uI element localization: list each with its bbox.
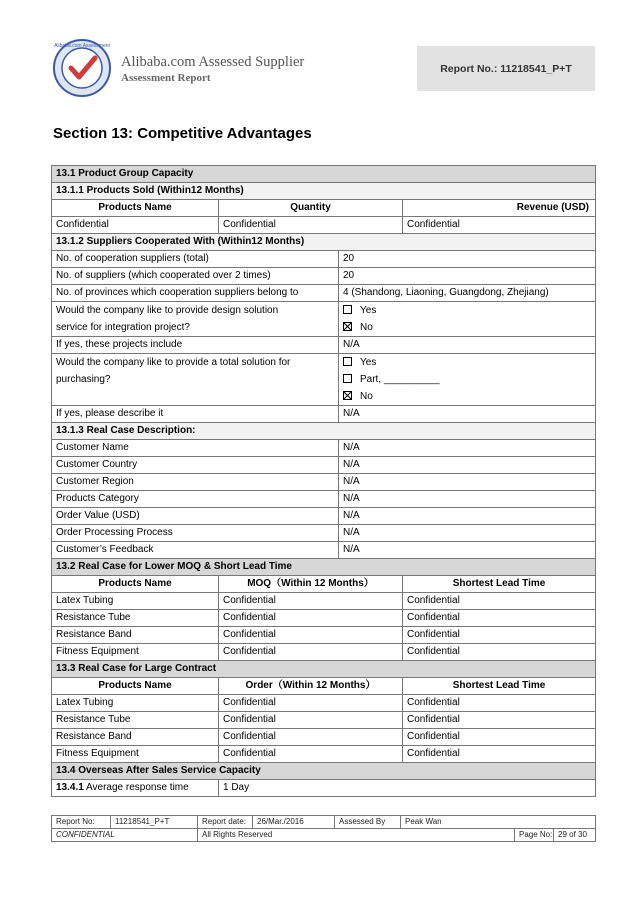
coop-suppliers-total-row: No. of cooperation suppliers (total) 20 xyxy=(52,251,596,268)
total-part-checkbox[interactable] xyxy=(343,374,352,383)
total-no-checkbox[interactable] xyxy=(343,391,352,400)
competitive-advantages-table xyxy=(51,165,596,797)
header-title: Alibaba.com Assessed Supplier xyxy=(121,54,305,70)
design-yes-checkbox[interactable] xyxy=(343,305,352,314)
report-number: Report No.: 11218541_P+T xyxy=(440,62,572,75)
footer-row-2: CONFIDENTIAL All Rights Reserved Page No: 29 of 30 xyxy=(52,829,596,842)
page-footer xyxy=(51,815,596,842)
section-row-13-3: 13.3 Real Case for Large Contract xyxy=(52,661,596,678)
section-title: Section 13: Competitive Advantages xyxy=(53,125,312,142)
real-case-row: Order Value (USD) N/A xyxy=(52,508,596,525)
real-case-row: Customer Country N/A xyxy=(52,457,596,474)
design-no-checkbox[interactable] xyxy=(343,322,352,331)
subsection-row-13-1-2: 13.1.2 Suppliers Cooperated With (Within12 Months) xyxy=(52,234,596,251)
large-contract-row: Resistance Band Confidential Confidential xyxy=(52,729,596,746)
projects-include-row: If yes, these projects include N/A xyxy=(52,337,596,354)
total-solution-row: Would the company like to provide a total solution for purchasing? Yes Part, __________ No xyxy=(52,354,596,406)
coop-suppliers-over2-row: No. of suppliers (which cooperated over 2 times) 20 xyxy=(52,268,596,285)
large-contract-row: Resistance Tube Confidential Confidential xyxy=(52,712,596,729)
real-case-row: Customer’s Feedback N/A xyxy=(52,542,596,559)
assessment-seal-logo xyxy=(52,38,112,98)
moq-row: Fitness Equipment Confidential Confidential xyxy=(52,644,596,661)
real-case-row: Products Category N/A xyxy=(52,491,596,508)
response-time-row: 13.4.1 Average response time 1 Day xyxy=(52,780,596,797)
svg-text:Alibaba.com Assessment: Alibaba.com Assessment xyxy=(54,43,110,49)
design-solution-row: Would the company like to provide design solution service for integration project? Yes No xyxy=(52,302,596,337)
products-sold-header-row: Products Name Quantity Revenue (USD) xyxy=(52,200,596,217)
header-subtitle: Assessment Report xyxy=(121,72,211,84)
moq-row: Resistance Tube Confidential Confidential xyxy=(52,610,596,627)
total-yes-checkbox[interactable] xyxy=(343,357,352,366)
real-case-row: Customer Region N/A xyxy=(52,474,596,491)
section-row-13-2: 13.2 Real Case for Lower MOQ & Short Lead Time xyxy=(52,559,596,576)
large-contract-row: Fitness Equipment Confidential Confidential xyxy=(52,746,596,763)
real-case-row: Order Processing Process N/A xyxy=(52,525,596,542)
describe-row: If yes, please describe it N/A xyxy=(52,406,596,423)
section-row-13-1: 13.1 Product Group Capacity xyxy=(52,166,596,183)
moq-row: Resistance Band Confidential Confidential xyxy=(52,627,596,644)
moq-row: Latex Tubing Confidential Confidential xyxy=(52,593,596,610)
real-case-row: Customer Name N/A xyxy=(52,440,596,457)
subsection-row-13-1-1: 13.1.1 Products Sold (Within12 Months) xyxy=(52,183,596,200)
subsection-row-13-1-3: 13.1.3 Real Case Description: xyxy=(52,423,596,440)
footer-row-1: Report No: 11218541_P+T Report date: 26/Mar./2016 Assessed By Peak Wan xyxy=(52,816,596,829)
large-contract-header-row: Products Name Order（Within 12 Months） Shortest Lead Time xyxy=(52,678,596,695)
large-contract-row: Latex Tubing Confidential Confidential xyxy=(52,695,596,712)
supplier-provinces-row: No. of provinces which cooperation suppliers belong to 4 (Shandong, Liaoning, Guangdong, Zhejiang) xyxy=(52,285,596,302)
report-number-box xyxy=(417,46,595,91)
moq-header-row: Products Name MOQ（Within 12 Months） Shortest Lead Time xyxy=(52,576,596,593)
section-row-13-4: 13.4 Overseas After Sales Service Capacity xyxy=(52,763,596,780)
products-sold-row: Confidential Confidential Confidential xyxy=(52,217,596,234)
